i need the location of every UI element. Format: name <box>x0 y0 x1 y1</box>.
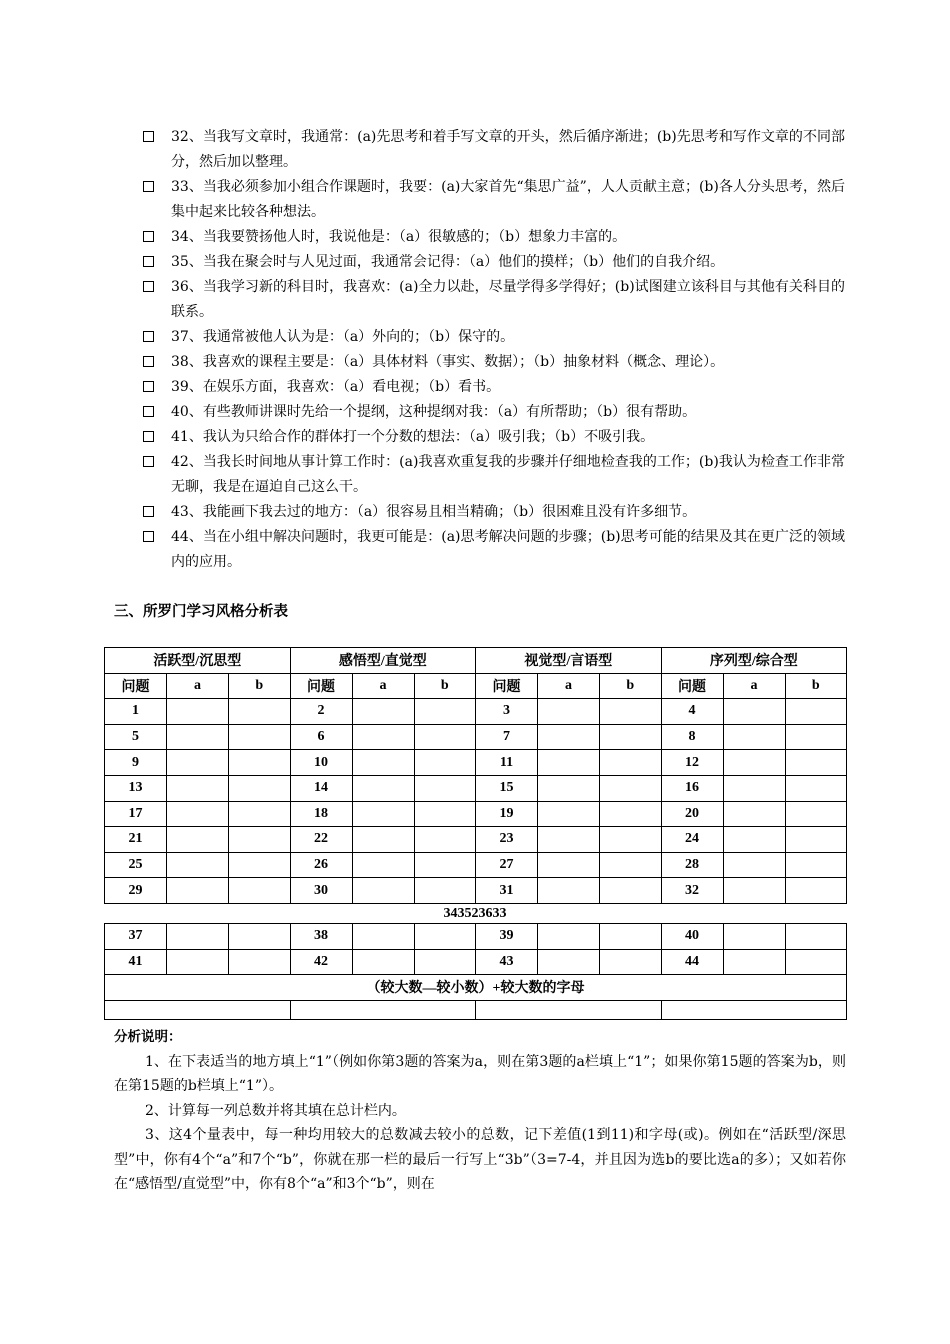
answer-b-cell[interactable] <box>785 724 847 750</box>
question-item[interactable] <box>140 450 845 500</box>
question-number-cell: 27 <box>476 852 538 878</box>
question-number-cell: 38 <box>290 924 352 950</box>
question-number-cell: 6 <box>290 724 352 750</box>
result-cell[interactable] <box>290 1000 476 1019</box>
answer-b-cell[interactable] <box>414 827 476 853</box>
formula-row <box>105 975 847 1001</box>
result-cell[interactable] <box>105 1000 291 1019</box>
col-header-b: b <box>229 673 291 699</box>
group-header: 活跃型/沉思型 <box>105 648 291 674</box>
answer-b-cell[interactable] <box>229 827 291 853</box>
answer-b-cell[interactable] <box>229 878 291 904</box>
question-text: 37、我通常被他人认为是：（a）外向的；（b）保守的。 <box>171 329 515 345</box>
answer-b-cell[interactable] <box>600 949 662 975</box>
question-number-cell: 4 <box>661 699 723 725</box>
answer-a-cell[interactable] <box>167 801 229 827</box>
col-header-a: a <box>723 673 785 699</box>
answer-b-cell[interactable] <box>229 699 291 725</box>
answer-b-cell[interactable] <box>414 775 476 801</box>
question-number-cell: 17 <box>105 801 167 827</box>
score-table-top <box>104 647 847 904</box>
col-header-question: 问题 <box>661 673 723 699</box>
analysis-paragraph: 2、计算每一列总数并将其填在总计栏内。 <box>145 1102 406 1119</box>
analysis-paragraph: 1、在下表适当的地方填上“1”（例如你第3题的答案为a，则在第3题的a栏填上“1”；如果你第15题的答案为b，则在第15题的b栏填上“1”）。 <box>114 1053 846 1094</box>
answer-b-cell[interactable] <box>785 775 847 801</box>
col-header-question: 问题 <box>290 673 352 699</box>
question-number-cell: 5 <box>105 724 167 750</box>
answer-b-cell[interactable] <box>785 827 847 853</box>
answer-a-cell[interactable] <box>352 724 414 750</box>
checkbox-icon[interactable] <box>143 256 154 267</box>
answer-a-cell[interactable] <box>352 699 414 725</box>
answer-a-cell[interactable] <box>167 775 229 801</box>
answer-b-cell[interactable] <box>785 699 847 725</box>
checkbox-icon[interactable] <box>143 381 154 392</box>
answer-a-cell[interactable] <box>723 801 785 827</box>
question-number-cell: 39 <box>476 924 538 950</box>
question-number-cell: 30 <box>290 878 352 904</box>
question-number-cell: 26 <box>290 852 352 878</box>
answer-a-cell[interactable] <box>723 924 785 950</box>
bottom-rows <box>105 924 847 975</box>
answer-b-cell[interactable] <box>414 852 476 878</box>
answer-a-cell[interactable] <box>723 724 785 750</box>
answer-b-cell[interactable] <box>414 724 476 750</box>
group-header: 感悟型/直觉型 <box>290 648 476 674</box>
question-text: 34、当我要赞扬他人时，我说他是：（a）很敏感的；（b）想象力丰富的。 <box>171 229 627 245</box>
answer-a-cell[interactable] <box>352 949 414 975</box>
answer-a-cell[interactable] <box>167 924 229 950</box>
result-cell[interactable] <box>661 1000 847 1019</box>
analysis-section <box>114 1025 846 1197</box>
question-text: 43、我能画下我去过的地方：（a）很容易且相当精确；（b）很困难且没有许多细节。 <box>171 504 697 520</box>
checkbox-icon[interactable] <box>143 231 154 242</box>
table-row <box>105 827 847 853</box>
question-number-cell: 43 <box>476 949 538 975</box>
question-list <box>140 125 845 575</box>
answer-b-cell[interactable] <box>414 801 476 827</box>
answer-a-cell[interactable] <box>723 699 785 725</box>
question-text: 39、在娱乐方面，我喜欢：（a）看电视；（b）看书。 <box>171 379 501 395</box>
answer-b-cell[interactable] <box>414 750 476 776</box>
checkbox-icon[interactable] <box>143 531 154 542</box>
question-number-cell: 21 <box>105 827 167 853</box>
answer-a-cell[interactable] <box>167 827 229 853</box>
answer-b-cell[interactable] <box>414 699 476 725</box>
question-number-cell: 15 <box>476 775 538 801</box>
question-number-cell: 37 <box>105 924 167 950</box>
col-header-question: 问题 <box>476 673 538 699</box>
answer-b-cell[interactable] <box>414 924 476 950</box>
analysis-paragraph: 3、这4个量表中，每一种均用较大的总数减去较小的总数，记下差值(1到11)和字母(或)。例如在“活跃型/深思型”中，你有4个“a”和7个“b”，你就在那一栏的最后一行写上“3b”（3=7-4，并且因为选b的要比选a的多）；又如若你在“感悟型/直觉型”中，你有8个“a”和3个“b”，则在 <box>114 1127 846 1192</box>
answer-a-cell[interactable] <box>723 878 785 904</box>
answer-b-cell[interactable] <box>414 949 476 975</box>
answer-a-cell[interactable] <box>167 750 229 776</box>
answer-a-cell[interactable] <box>352 924 414 950</box>
answer-a-cell[interactable] <box>167 852 229 878</box>
col-header-a: a <box>538 673 600 699</box>
answer-a-cell[interactable] <box>723 852 785 878</box>
question-number-cell: 31 <box>476 878 538 904</box>
question-number-cell: 7 <box>476 724 538 750</box>
answer-a-cell[interactable] <box>352 827 414 853</box>
answer-b-cell[interactable] <box>600 852 662 878</box>
answer-b-cell[interactable] <box>414 878 476 904</box>
question-number-cell: 44 <box>661 949 723 975</box>
answer-b-cell[interactable] <box>229 924 291 950</box>
section-title: 三、所罗门学习风格分析表 <box>114 604 288 620</box>
question-item[interactable] <box>140 375 845 400</box>
group-header-row <box>105 648 847 674</box>
score-table-bottom <box>104 923 847 1020</box>
table-row <box>105 699 847 725</box>
answer-a-cell[interactable] <box>538 699 600 725</box>
question-number-cell: 2 <box>290 699 352 725</box>
answer-a-cell[interactable] <box>352 750 414 776</box>
result-cell[interactable] <box>476 1000 662 1019</box>
answer-a-cell[interactable] <box>723 775 785 801</box>
checkbox-icon[interactable] <box>143 456 154 467</box>
answer-b-cell[interactable] <box>600 724 662 750</box>
answer-a-cell[interactable] <box>538 949 600 975</box>
answer-b-cell[interactable] <box>785 924 847 950</box>
answer-a-cell[interactable] <box>723 949 785 975</box>
answer-a-cell[interactable] <box>723 827 785 853</box>
question-number-cell: 41 <box>105 949 167 975</box>
question-text: 36、当我学习新的科目时，我喜欢：(a)全力以赴，尽量学得多学得好；(b)试图建立该科目与其他有关科目的联系。 <box>171 279 845 320</box>
question-item[interactable] <box>140 500 845 525</box>
question-item[interactable] <box>140 250 845 275</box>
answer-b-cell[interactable] <box>600 827 662 853</box>
middle-number: 343523633 <box>443 906 507 921</box>
answer-b-cell[interactable] <box>600 924 662 950</box>
col-header-b: b <box>785 673 847 699</box>
answer-a-cell[interactable] <box>538 852 600 878</box>
checkbox-icon[interactable] <box>143 406 154 417</box>
question-text: 35、当我在聚会时与人见过面，我通常会记得：（a）他们的摸样；（b）他们的自我介绍。 <box>171 254 725 270</box>
question-number-cell: 23 <box>476 827 538 853</box>
table-row <box>105 949 847 975</box>
answer-a-cell[interactable] <box>167 949 229 975</box>
question-item[interactable] <box>140 175 845 225</box>
checkbox-icon[interactable] <box>143 506 154 517</box>
table-row <box>105 924 847 950</box>
col-header-a: a <box>352 673 414 699</box>
answer-a-cell[interactable] <box>538 924 600 950</box>
result-row <box>105 1000 847 1019</box>
question-number-cell: 22 <box>290 827 352 853</box>
question-item[interactable] <box>140 525 845 575</box>
question-item[interactable] <box>140 425 845 450</box>
answer-a-cell[interactable] <box>352 801 414 827</box>
question-text: 32、当我写文章时，我通常：(a)先思考和着手写文章的开头，然后循序渐进；(b)先思考和写作文章的不同部分，然后加以整理。 <box>171 129 845 170</box>
col-header-question: 问题 <box>105 673 167 699</box>
question-item[interactable] <box>140 400 845 425</box>
checkbox-icon[interactable] <box>143 281 154 292</box>
question-text: 38、我喜欢的课程主要是：（a）具体材料（事实、数据）；（b）抽象材料（概念、理论）。 <box>171 354 725 370</box>
table-row <box>105 852 847 878</box>
col-header-b: b <box>414 673 476 699</box>
question-text: 40、有些教师讲课时先给一个提纲，这种提纲对我：（a）有所帮助；（b）很有帮助。 <box>171 404 697 420</box>
question-number-cell: 19 <box>476 801 538 827</box>
checkbox-icon[interactable] <box>143 131 154 142</box>
answer-b-cell[interactable] <box>229 775 291 801</box>
question-number-cell: 25 <box>105 852 167 878</box>
question-number-cell: 12 <box>661 750 723 776</box>
checkbox-icon[interactable] <box>143 431 154 442</box>
answer-b-cell[interactable] <box>600 775 662 801</box>
table-row <box>105 801 847 827</box>
answer-a-cell[interactable] <box>538 724 600 750</box>
question-text: 42、当我长时间地从事计算工作时：(a)我喜欢重复我的步骤并仔细地检查我的工作；(b)我认为检查工作非常无聊，我是在逼迫自己这么干。 <box>171 454 845 495</box>
answer-a-cell[interactable] <box>538 775 600 801</box>
table-row <box>105 775 847 801</box>
answer-a-cell[interactable] <box>352 775 414 801</box>
question-item[interactable] <box>140 275 845 325</box>
answer-b-cell[interactable] <box>600 699 662 725</box>
answer-b-cell[interactable] <box>229 724 291 750</box>
answer-b-cell[interactable] <box>785 852 847 878</box>
analysis-heading: 分析说明： <box>114 1029 182 1045</box>
question-number-cell: 11 <box>476 750 538 776</box>
table-row <box>105 724 847 750</box>
col-header-a: a <box>167 673 229 699</box>
formula-cell: （较大数—较小数）+较大数的字母 <box>105 975 847 1001</box>
answer-b-cell[interactable] <box>600 750 662 776</box>
answer-b-cell[interactable] <box>229 949 291 975</box>
question-number-cell: 14 <box>290 775 352 801</box>
answer-b-cell[interactable] <box>229 852 291 878</box>
question-number-cell: 10 <box>290 750 352 776</box>
answer-a-cell[interactable] <box>352 878 414 904</box>
top-rows <box>105 699 847 904</box>
answer-a-cell[interactable] <box>167 724 229 750</box>
answer-b-cell[interactable] <box>785 949 847 975</box>
question-number-cell: 1 <box>105 699 167 725</box>
question-text: 41、我认为只给合作的群体打一个分数的想法：（a）吸引我；（b）不吸引我。 <box>171 429 655 445</box>
answer-a-cell[interactable] <box>538 801 600 827</box>
question-number-cell: 32 <box>661 878 723 904</box>
group-header: 视觉型/言语型 <box>476 648 662 674</box>
question-text: 33、当我必须参加小组合作课题时，我要：(a)大家首先“集思广益”，人人贡献主意；(b)各人分头思考，然后集中起来比较各种想法。 <box>171 179 845 220</box>
answer-a-cell[interactable] <box>167 878 229 904</box>
answer-b-cell[interactable] <box>229 750 291 776</box>
sub-header-row <box>105 673 847 699</box>
answer-a-cell[interactable] <box>538 750 600 776</box>
question-item[interactable] <box>140 350 845 375</box>
answer-b-cell[interactable] <box>600 878 662 904</box>
checkbox-icon[interactable] <box>143 181 154 192</box>
question-number-cell: 24 <box>661 827 723 853</box>
question-number-cell: 13 <box>105 775 167 801</box>
question-number-cell: 18 <box>290 801 352 827</box>
question-number-cell: 8 <box>661 724 723 750</box>
checkbox-icon[interactable] <box>143 356 154 367</box>
question-number-cell: 28 <box>661 852 723 878</box>
answer-b-cell[interactable] <box>600 801 662 827</box>
question-number-cell: 9 <box>105 750 167 776</box>
checkbox-icon[interactable] <box>143 331 154 342</box>
question-number-cell: 20 <box>661 801 723 827</box>
question-number-cell: 42 <box>290 949 352 975</box>
answer-a-cell[interactable] <box>352 852 414 878</box>
table-row <box>105 878 847 904</box>
answer-b-cell[interactable] <box>229 801 291 827</box>
answer-b-cell[interactable] <box>785 878 847 904</box>
table-row <box>105 750 847 776</box>
answer-a-cell[interactable] <box>167 699 229 725</box>
question-number-cell: 3 <box>476 699 538 725</box>
answer-a-cell[interactable] <box>538 878 600 904</box>
answer-a-cell[interactable] <box>723 750 785 776</box>
question-item[interactable] <box>140 225 845 250</box>
answer-a-cell[interactable] <box>538 827 600 853</box>
question-number-cell: 16 <box>661 775 723 801</box>
question-item[interactable] <box>140 325 845 350</box>
question-number-cell: 40 <box>661 924 723 950</box>
question-number-cell: 29 <box>105 878 167 904</box>
col-header-b: b <box>600 673 662 699</box>
group-header: 序列型/综合型 <box>661 648 847 674</box>
answer-b-cell[interactable] <box>785 801 847 827</box>
answer-b-cell[interactable] <box>785 750 847 776</box>
question-text: 44、当在小组中解决问题时，我更可能是：(a)思考解决问题的步骤；(b)思考可能的结果及其在更广泛的领域内的应用。 <box>171 529 845 570</box>
question-item[interactable] <box>140 125 845 175</box>
